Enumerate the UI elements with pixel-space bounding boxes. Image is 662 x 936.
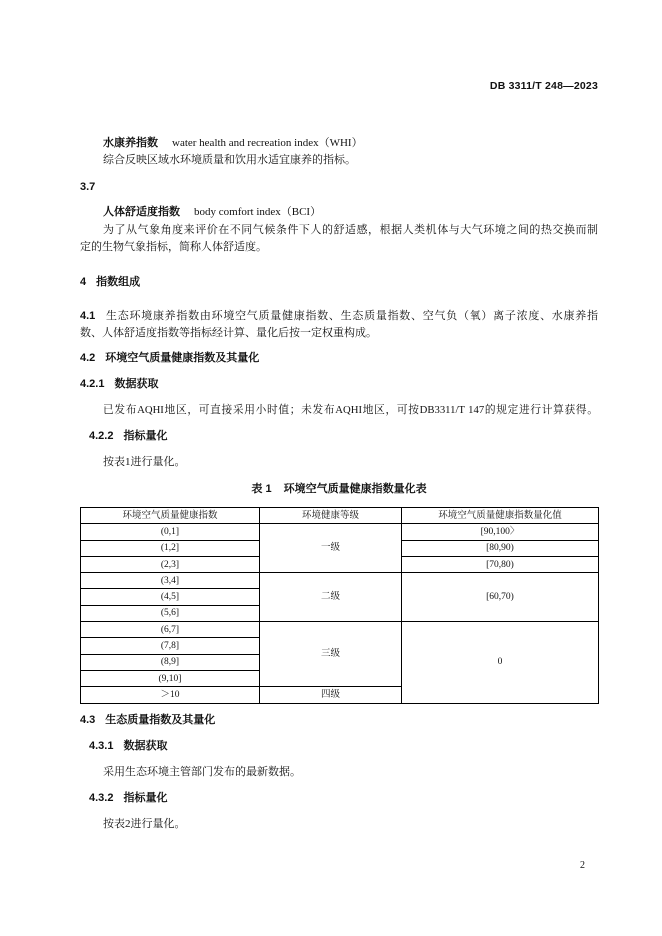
document-code-header: DB 3311/T 248—2023: [489, 80, 598, 92]
grade-cell: 三级: [260, 622, 402, 687]
quantified-value-cell: [90,100〉: [402, 524, 599, 540]
clause-4-3-2-number: 4.3.2: [89, 792, 114, 804]
term-whi-definition: 综合反映区域水环境质量和饮用水适宜康养的指标。: [103, 154, 356, 166]
quantified-value-cell: [70,80): [402, 556, 599, 572]
clause-4-2-title: 环境空气质量健康指数及其量化: [105, 352, 260, 364]
clause-4-1-line-1: [80, 308, 598, 324]
table-1: [80, 507, 599, 704]
term-bci-title-cn: 人体舒适度指数: [103, 206, 180, 218]
table-row: [81, 573, 599, 589]
column-header-grade: 环境健康等级: [260, 508, 402, 524]
term-bci-definition-line-2: 定的生物气象指标，简称人体舒适度。: [80, 241, 267, 253]
clause-4-2-number: 4.2: [80, 352, 96, 364]
table-row: [81, 622, 599, 638]
clause-4-2-1-heading: [80, 376, 158, 392]
clause-4-1-text-line-1: 生态环境康养指数由环境空气质量健康指数、生态质量指数、空气负（氧）离子浓度、水康养指: [105, 310, 598, 322]
clause-4-2-2-number: 4.2.2: [89, 430, 114, 442]
clause-4-1-number: 4.1: [80, 310, 96, 322]
clause-3-7-number: 3.7: [80, 181, 96, 193]
term-whi-title-en: water health and recreation index（WHI）: [172, 137, 363, 149]
table-1-title: 环境空气质量健康指数量化表: [283, 483, 427, 495]
clause-4-3-1-text: 采用生态环境主管部门发布的最新数据。: [103, 766, 301, 778]
clause-4-2-2-title: 指标量化: [123, 430, 168, 442]
quantified-value-cell: [60,70): [402, 573, 599, 622]
clause-4-3-2-heading: [89, 790, 167, 806]
column-header-index: 环境空气质量健康指数: [81, 508, 260, 524]
index-range-cell: ＞10: [81, 687, 260, 703]
grade-cell: 四级: [260, 687, 402, 703]
grade-cell: 二级: [260, 573, 402, 622]
index-range-cell: (6,7]: [81, 622, 260, 638]
section-4-title: 指数组成: [96, 276, 141, 288]
grade-cell: 一级: [260, 524, 402, 573]
clause-4-3-1-heading: [89, 738, 167, 754]
clause-4-3-title: 生态质量指数及其量化: [105, 714, 216, 726]
clause-4-3-2-text: 按表2进行量化。: [103, 818, 186, 830]
table-row: [81, 524, 599, 540]
index-range-cell: (4,5]: [81, 589, 260, 605]
clause-4-2-2-text: 按表1进行量化。: [103, 456, 186, 468]
term-bci-definition-line-1: 为了从气象角度来评价在不同气候条件下人的舒适感，根据人类机体与大气环境之间的热交换而制: [103, 224, 598, 236]
table-header-row: [81, 508, 599, 524]
quantified-value-cell: 0: [402, 622, 599, 703]
term-whi: [103, 135, 363, 151]
index-range-cell: (7,8]: [81, 638, 260, 654]
index-range-cell: (8,9]: [81, 654, 260, 670]
index-range-cell: (1,2]: [81, 540, 260, 556]
clause-4-3-1-title: 数据获取: [123, 740, 168, 752]
index-range-cell: (9,10]: [81, 670, 260, 686]
clause-4-2-1-text: 已发布AQHI地区，可直接采用小时值；未发布AQHI地区，可按DB3311/T 147的规定进行计算获得。: [103, 404, 598, 416]
clause-4-3-1-number: 4.3.1: [89, 740, 114, 752]
term-whi-title-cn: 水康养指数: [103, 137, 158, 149]
page-number: 2: [580, 860, 585, 871]
index-range-cell: (0,1]: [81, 524, 260, 540]
table-1-caption: [80, 481, 598, 497]
index-range-cell: (3,4]: [81, 573, 260, 589]
section-4-number: 4: [80, 276, 87, 288]
column-header-quantified-value: 环境空气质量健康指数量化值: [402, 508, 599, 524]
clause-4-3-2-title: 指标量化: [123, 792, 168, 804]
quantified-value-cell: [80,90): [402, 540, 599, 556]
section-4-heading: [80, 274, 140, 290]
term-bci-title-en: body comfort index（BCI）: [194, 206, 322, 218]
clause-4-2-1-number: 4.2.1: [80, 378, 105, 390]
clause-4-2-1-title: 数据获取: [114, 378, 159, 390]
clause-4-2-2-heading: [89, 428, 167, 444]
clause-4-3-number: 4.3: [80, 714, 96, 726]
clause-4-1-text-line-2: 数、人体舒适度指数等指标经计算、量化后按一定权重构成。: [80, 327, 377, 339]
term-bci: [103, 204, 321, 220]
table-1-label: 表 1: [251, 483, 272, 495]
clause-4-3-heading: [80, 712, 215, 728]
index-range-cell: (2,3]: [81, 556, 260, 572]
clause-4-2-heading: [80, 350, 259, 366]
index-range-cell: (5,6]: [81, 605, 260, 621]
